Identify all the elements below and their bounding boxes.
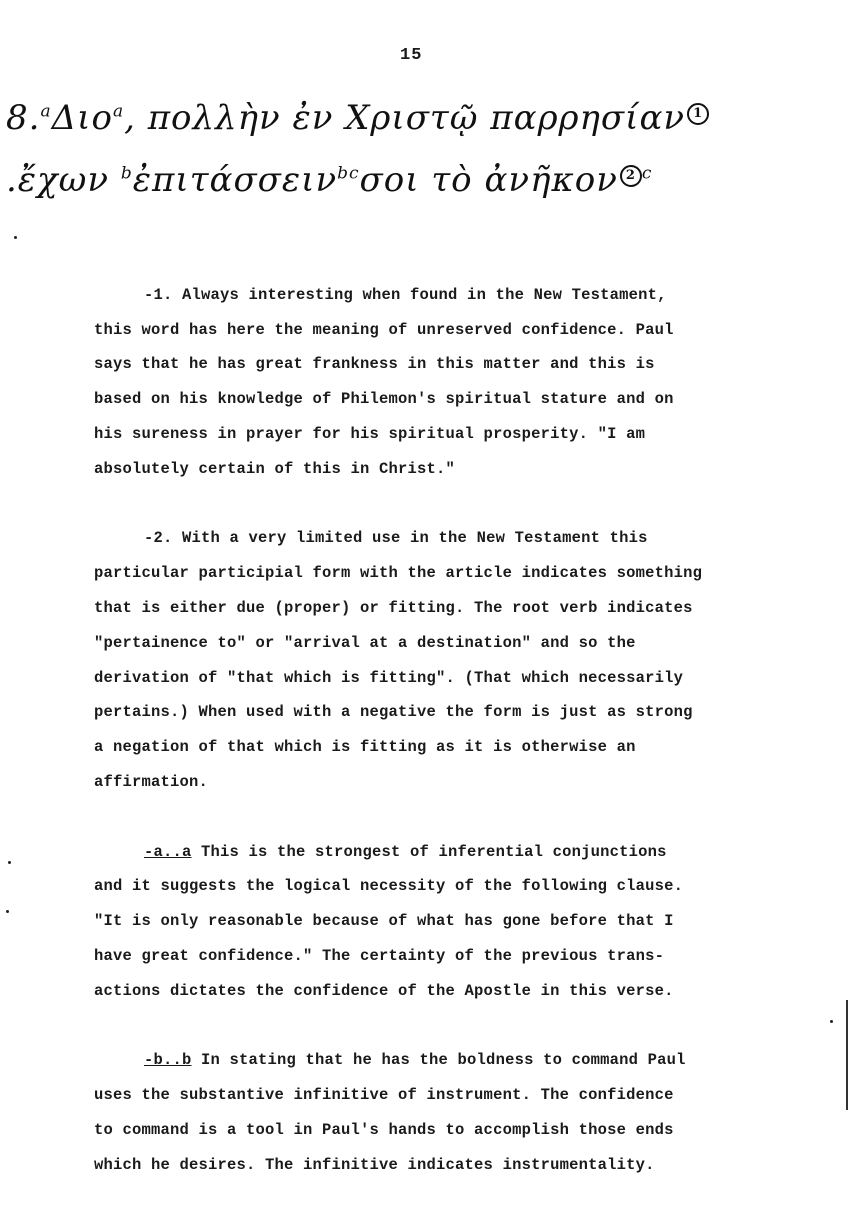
scan-speck: [830, 1020, 833, 1023]
marker-a-close: a: [112, 101, 125, 122]
note-2-marker: -2.: [144, 529, 173, 548]
marker-b-close: b: [337, 163, 350, 184]
footnote-ref-2: 2: [620, 165, 642, 187]
marker-a-open: a: [40, 101, 52, 122]
verse-number: 8.: [6, 98, 41, 138]
scan-speck: [6, 910, 9, 913]
scan-speck: [8, 861, 11, 864]
note-b: [94, 1043, 754, 1182]
greek-word-epitassein: ἐπιτάσσειν: [132, 160, 338, 200]
greek-word-dio: Διο: [51, 98, 113, 138]
greek-verse-line-1: [6, 98, 709, 138]
greek-phrase-1: , πολλὴν ἐν Χριστῷ παρρησίαν: [124, 98, 686, 138]
marker-c-close: c: [641, 163, 653, 184]
note-2-text: With a very limited use in the New Testament this particular participial form with the article indicates something that is either due (proper) or fitting. The root verb indicates "pertainence to" or "arrival at a destination" and so the derivation of "that which is fitting". (That which necessarily pertains.) When used with a negative the form is just as strong a negation of that which is fitting as it is otherwise an affirmation.: [94, 529, 703, 791]
note-1-marker: -1.: [144, 285, 173, 304]
notes-body: [94, 243, 754, 1217]
note-a-text: This is the strongest of inferential conjunctions and it suggests the logical necessity of the following clause. "It is only reasonable because of what has gone before that I have great confidence." The certainty of the previous trans- actions dictates the confidence of the Apostle in this verse.: [94, 842, 684, 1000]
greek-phrase-2: σοι τὸ ἀνῆκον: [359, 160, 618, 200]
scan-edge-mark: [846, 1000, 848, 1110]
scan-speck: [14, 236, 17, 239]
greek-verse-line-2: [6, 160, 652, 200]
page-number: 15: [400, 46, 423, 65]
note-a: [94, 835, 754, 1009]
note-b-text: In stating that he has the boldness to command Paul uses the substantive infinitive of instrument. The confidence to command is a tool in Paul's hands to accomplish those ends which he desires. The infinitive indicates instrumentality.: [94, 1051, 686, 1174]
greek-word-echon: .ἔχων: [6, 160, 110, 200]
note-2: [94, 521, 754, 799]
marker-b-open: b: [120, 163, 133, 184]
marker-c-open: c: [349, 163, 360, 184]
note-a-marker: -a..a: [144, 842, 192, 861]
note-1: [94, 278, 754, 487]
note-b-marker: -b..b: [144, 1051, 192, 1070]
footnote-ref-1: 1: [687, 103, 709, 125]
note-1-text: Always interesting when found in the New Testament, this word has here the meaning of unreserved confidence. Paul says that he has great frankness in this matter and this is based on his knowledge of Philemon's spiritual stature and on his sureness in prayer for his spiritual prosperity. "I am absolutely certain of this in Christ.": [94, 285, 674, 478]
